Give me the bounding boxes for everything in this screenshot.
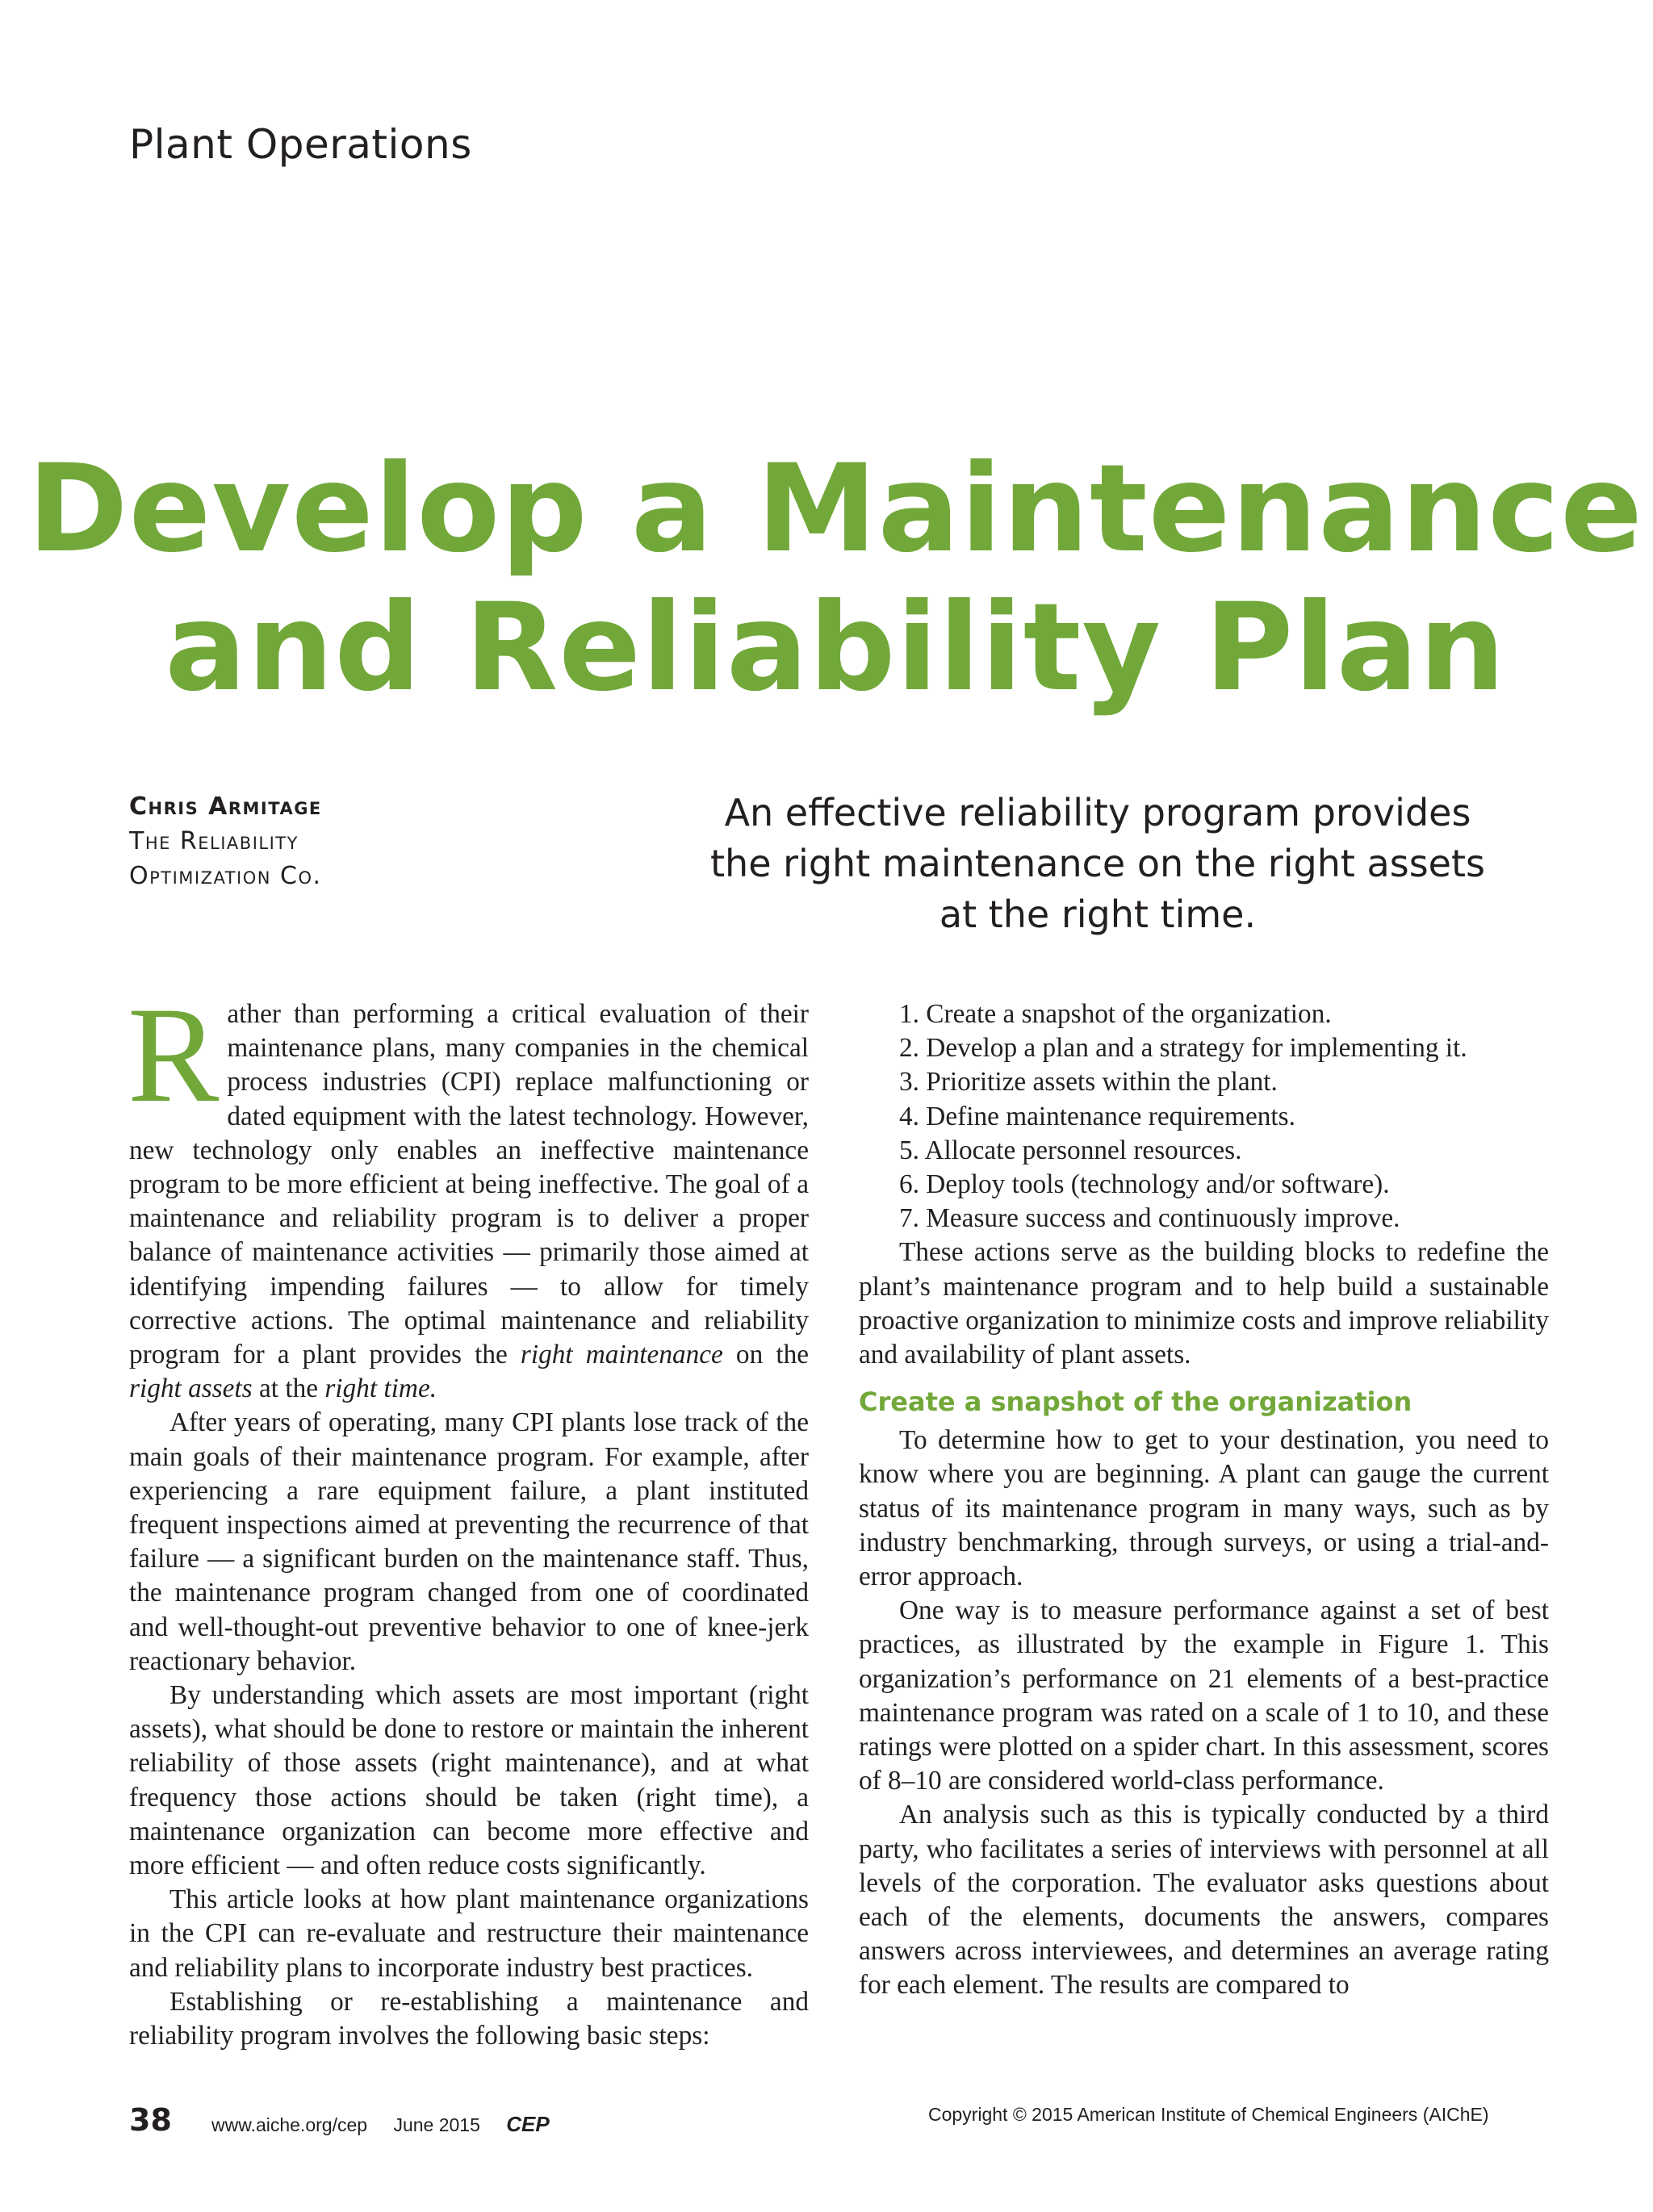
- author-org-line-1: The Reliability: [129, 827, 299, 855]
- body-paragraph: This article looks at how plant maintenance organizations in the CPI can re-evaluate and restructure their maintenance and reliability plans to incorporate industry best practices.: [129, 1884, 809, 1983]
- section-heading: Create a snapshot of the organization: [859, 1386, 1412, 1418]
- list-item: 7. Measure success and continuously improve.: [899, 1203, 1400, 1234]
- list-item: 3. Prioritize assets within the plant.: [899, 1067, 1278, 1098]
- list-item: 1. Create a snapshot of the organization.: [899, 999, 1332, 1029]
- intro-paragraph: [128, 979, 809, 1406]
- list-item: 2. Develop a plan and a strategy for implementing it.: [899, 1033, 1467, 1064]
- body-paragraph: These actions serve as the building blocks to redefine the plant’s maintenance program and to help build a sustainable proactive organization to minimize costs and improve reliability and availability of plant assets.: [859, 1237, 1549, 1370]
- body-paragraph: One way is to measure performance against a set of best practices, as illustrated by the example in Figure 1. This organization’s performance on 21 elements of a best-practice maintenance program was rated on a scale of 1 to 10, and these ratings were plotted on a spider chart. In this assessment, scores of 8–10 are considered world-class performance.: [859, 1595, 1549, 1796]
- section-label: Plant Operations: [129, 121, 472, 168]
- title-line-1: Develop a Maintenance: [27, 439, 1643, 579]
- body-paragraph: To determine how to get to your destination, you need to know where you are beginning. A plant can gauge the current status of its maintenance program in many ways, such as by industry benchmarking, through surveys, or using a trial-and-error approach.: [859, 1425, 1549, 1592]
- intro-em-right-assets: right assets: [129, 1374, 253, 1404]
- list-item: 5. Allocate personnel resources.: [899, 1135, 1242, 1165]
- left-column: [128, 979, 809, 2053]
- body-paragraph: By understanding which assets are most important (right assets), what should be done to restore or maintain the inherent reliability of those assets (right maintenance), and at what frequency those actions should be taken (right time), a maintenance organization can become more effective and more efficient — and often reduce costs significantly.: [129, 1680, 809, 1881]
- article-title: [0, 440, 1653, 717]
- footer-brand-logo: CEP: [506, 2112, 550, 2136]
- author-name: Chris Armitage: [129, 792, 322, 821]
- body-paragraph: An analysis such as this is typically conducted by a third party, who facilitates a series of interviews with personnel at all levels of the corporation. The evaluator asks questions about each of the elements, documents the answers, compares answers across interviewees, and determines an average rating for each element. The results are compared to: [859, 1800, 1549, 2001]
- footer-meta: [211, 2112, 571, 2137]
- article-subtitle: An effective reliability program provides the right maintenance on the right assets at the right time.: [710, 791, 1485, 936]
- body-paragraph: Establishing or re-establishing a maintenance and reliability program involves the following basic steps:: [129, 1986, 809, 2051]
- footer-url: www.aiche.org/cep: [211, 2114, 368, 2135]
- author-org-line-2: Optimization Co.: [129, 862, 322, 890]
- drop-cap: R: [128, 979, 220, 1131]
- title-line-2: and Reliability Plan: [165, 578, 1506, 718]
- list-item: 6. Deploy tools (technology and/or software).: [899, 1169, 1390, 1200]
- intro-em-right-time: right time.: [324, 1374, 437, 1404]
- steps-list: [859, 997, 1549, 1236]
- right-column: [859, 997, 1549, 2003]
- list-item: 4. Define maintenance requirements.: [899, 1101, 1295, 1131]
- intro-em-right-maintenance: right maintenance: [520, 1340, 723, 1370]
- page-number: 38: [129, 2102, 172, 2138]
- intro-text-c: at the: [252, 1374, 325, 1404]
- footer-date: June 2015: [393, 2114, 480, 2135]
- author-block: [129, 789, 322, 893]
- body-paragraph: After years of operating, many CPI plants lose track of the main goals of their maintenance program. For example, after experiencing a rare equipment failure, a plant instituted frequent inspections aimed at preventing the recurrence of that failure — a significant burden on the maintenance staff. Thus, the maintenance program changed from one of coordinated and well-thought-out preventive behavior to one of knee-jerk reactionary behavior.: [129, 1407, 809, 1676]
- copyright-notice: Copyright © 2015 American Institute of Chemical Engineers (AIChE): [928, 2104, 1489, 2125]
- intro-text-b: on the: [722, 1340, 809, 1370]
- intro-text-a: ather than performing a critical evaluation of their maintenance plans, many companies in the chemical process industries (CPI) replace malfunctioning or dated equipment with the latest technology. However, new technology only enables an ineffective maintenance program to be more efficient at being ineffective. The goal of a maintenance and reliability program is to deliver a proper balance of maintenance activities — primarily those aimed at identifying impending failures — to allow for timely corrective actions. The optimal maintenance and reliability program for a plant provides the: [129, 999, 809, 1370]
